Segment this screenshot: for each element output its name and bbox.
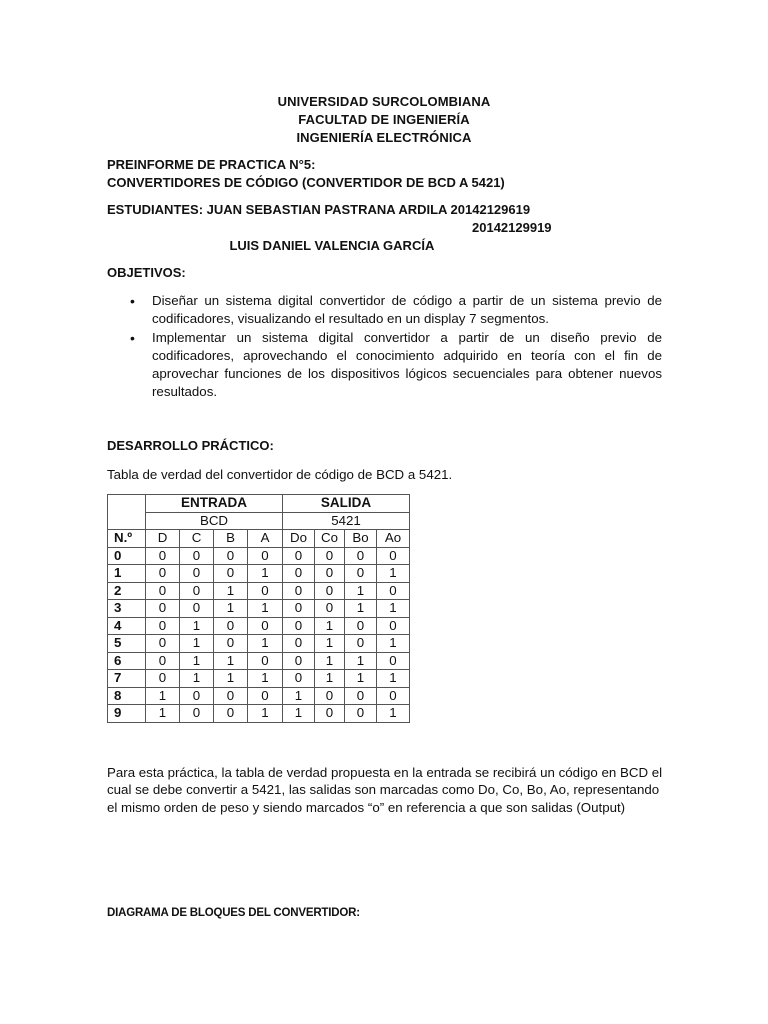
table-row (108, 617, 410, 635)
table-cell: 0 (180, 687, 214, 705)
column-header: N.º (108, 530, 146, 548)
table-cell: 0 (345, 635, 377, 653)
students-line: ESTUDIANTES: JUAN SEBASTIAN PASTRANA ARDILA 20142129619 (107, 202, 531, 217)
table-cell: 1 (180, 652, 214, 670)
table-cell: 1 (180, 635, 214, 653)
table-cell: 0 (377, 547, 410, 565)
table-row (108, 635, 410, 653)
table-cell: 1 (146, 705, 180, 723)
table-cell: 1 (377, 670, 410, 688)
table-cell: 0 (180, 565, 214, 583)
truth-table (107, 494, 410, 723)
table-cell: 0 (146, 670, 180, 688)
objetivos-heading: OBJETIVOS: (107, 265, 186, 280)
table-row (108, 547, 410, 565)
row-number-cell: 7 (108, 670, 146, 688)
table-row (108, 565, 410, 583)
table-cell: 1 (248, 565, 283, 583)
table-cell: 0 (315, 582, 345, 600)
table-row (108, 582, 410, 600)
table-cell: 0 (315, 565, 345, 583)
table-cell: 1 (214, 600, 248, 618)
column-header: D (146, 530, 180, 548)
desarrollo-heading: DESARROLLO PRÁCTICO: (107, 438, 274, 453)
table-cell: 0 (377, 617, 410, 635)
column-header: B (214, 530, 248, 548)
table-cell: 0 (315, 687, 345, 705)
column-header: Do (283, 530, 315, 548)
table-cell: 0 (283, 635, 315, 653)
column-header: Bo (345, 530, 377, 548)
table-cell: 0 (180, 547, 214, 565)
row-number-cell: 3 (108, 600, 146, 618)
table-cell: 0 (283, 652, 315, 670)
table-cell: 1 (345, 582, 377, 600)
row-number-cell: 0 (108, 547, 146, 565)
table-cell: 1 (248, 600, 283, 618)
document-header (0, 93, 768, 147)
table-cell: 1 (345, 600, 377, 618)
table-cell: 0 (146, 635, 180, 653)
table-cell: 0 (377, 582, 410, 600)
table-cell: 0 (283, 565, 315, 583)
header-salida: SALIDA (283, 495, 410, 513)
table-intro: Tabla de verdad del convertidor de código de BCD a 5421. (107, 467, 453, 482)
table-cell: 0 (248, 582, 283, 600)
table-cell: 0 (146, 547, 180, 565)
table-cell: 0 (345, 687, 377, 705)
diagram-heading: DIAGRAMA DE BLOQUES DEL CONVERTIDOR: (107, 907, 360, 919)
table-cell: 0 (214, 705, 248, 723)
table-cell: 0 (146, 652, 180, 670)
table-cell: 0 (214, 547, 248, 565)
table-cell: 0 (214, 687, 248, 705)
row-number-cell: 5 (108, 635, 146, 653)
objetivo-item: • Implementar un sistema digital convertidor a partir de un diseño previo de codificadores, aprovechando el conocimiento adquirido en teoría con el fin de aprovechar funciones de los dispositivos lógicos secuenciales para obtener nuevos resultados. (130, 329, 662, 402)
table-cell: 0 (146, 582, 180, 600)
objetivo-item: • Diseñar un sistema digital convertidor de código a partir de un sistema previo de codificadores, visualizando el resultado en un display 7 segmentos. (130, 292, 662, 329)
table-cell: 1 (377, 565, 410, 583)
table-cell: 0 (315, 547, 345, 565)
table-cell: 0 (248, 547, 283, 565)
table-cell: 1 (248, 635, 283, 653)
column-header-row (108, 530, 410, 548)
table-cell: 0 (345, 547, 377, 565)
table-cell: 0 (146, 600, 180, 618)
truth-table-body (108, 547, 410, 722)
table-cell: 0 (146, 565, 180, 583)
table-cell: 0 (283, 582, 315, 600)
table-cell: 0 (180, 582, 214, 600)
table-cell: 0 (248, 652, 283, 670)
table-cell: 1 (377, 705, 410, 723)
table-cell: 1 (146, 687, 180, 705)
table-cell: 1 (377, 600, 410, 618)
table-cell: 1 (345, 652, 377, 670)
table-cell: 0 (146, 617, 180, 635)
program-name: INGENIERÍA ELECTRÓNICA (296, 130, 472, 145)
preinforme-title: PREINFORME DE PRACTICA N°5: (107, 157, 316, 172)
faculty-name: FACULTAD DE INGENIERÍA (298, 112, 470, 127)
table-cell: 1 (214, 670, 248, 688)
header-entrada: ENTRADA (146, 495, 283, 513)
table-cell: 1 (214, 582, 248, 600)
row-number-cell: 2 (108, 582, 146, 600)
row-number-cell: 6 (108, 652, 146, 670)
table-cell: 0 (345, 617, 377, 635)
row-number-cell: 9 (108, 705, 146, 723)
table-cell: 0 (214, 617, 248, 635)
table-cell: 1 (214, 652, 248, 670)
table-row (108, 600, 410, 618)
second-student-name: LUIS DANIEL VALENCIA GARCÍA (229, 238, 435, 253)
table-cell: 1 (283, 705, 315, 723)
table-cell: 0 (180, 705, 214, 723)
table-cell: 0 (283, 600, 315, 618)
table-cell: 1 (180, 670, 214, 688)
table-cell: 1 (283, 687, 315, 705)
table-corner (108, 495, 146, 530)
preinforme-subtitle: CONVERTIDORES DE CÓDIGO (CONVERTIDOR DE BCD A 5421) (107, 175, 505, 190)
table-cell: 0 (248, 617, 283, 635)
objetivos-list (130, 292, 662, 402)
table-cell: 0 (283, 670, 315, 688)
row-number-cell: 1 (108, 565, 146, 583)
table-cell: 1 (248, 670, 283, 688)
table-cell: 0 (214, 635, 248, 653)
table-cell: 1 (180, 617, 214, 635)
table-cell: 1 (345, 670, 377, 688)
header-5421: 5421 (283, 512, 410, 530)
second-student-id: 20142129919 (472, 220, 552, 235)
table-cell: 1 (315, 652, 345, 670)
table-row (108, 670, 410, 688)
table-row (108, 687, 410, 705)
explanation-paragraph: Para esta práctica, la tabla de verdad propuesta en la entrada se recibirá un código en BCD el cual se debe convertir a 5421, las salidas son marcadas como Do, Co, Bo, Ao, representando el mismo orden de peso y siendo marcados “o” en referencia a que son salidas (Output) (107, 765, 663, 815)
university-name: UNIVERSIDAD SURCOLOMBIANA (277, 94, 491, 109)
table-cell: 1 (315, 617, 345, 635)
column-header: A (248, 530, 283, 548)
header-bcd: BCD (146, 512, 283, 530)
table-row (108, 705, 410, 723)
table-cell: 0 (315, 600, 345, 618)
column-header: Ao (377, 530, 410, 548)
table-cell: 0 (377, 687, 410, 705)
second-student (215, 219, 552, 291)
table-cell: 0 (345, 565, 377, 583)
table-cell: 0 (180, 600, 214, 618)
table-cell: 0 (248, 687, 283, 705)
table-cell: 0 (214, 565, 248, 583)
table-cell: 0 (315, 705, 345, 723)
row-number-cell: 8 (108, 687, 146, 705)
table-cell: 0 (283, 617, 315, 635)
table-cell: 1 (248, 705, 283, 723)
row-number-cell: 4 (108, 617, 146, 635)
column-header: C (180, 530, 214, 548)
column-header: Co (315, 530, 345, 548)
table-cell: 1 (377, 635, 410, 653)
table-cell: 0 (345, 705, 377, 723)
table-cell: 1 (315, 635, 345, 653)
table-cell: 1 (315, 670, 345, 688)
table-row (108, 652, 410, 670)
table-cell: 0 (377, 652, 410, 670)
table-cell: 0 (283, 547, 315, 565)
